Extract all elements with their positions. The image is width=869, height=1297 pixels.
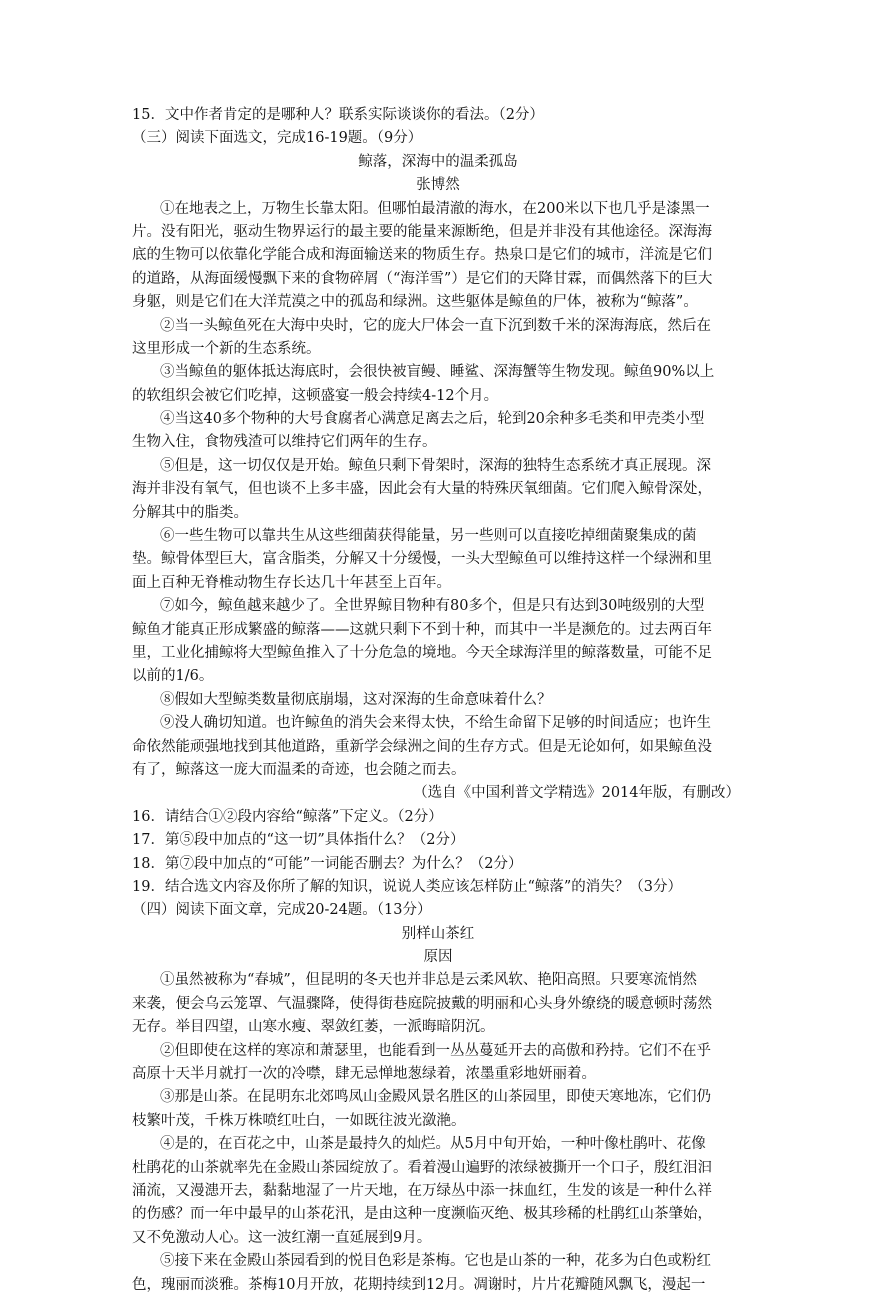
question-item: 17．第⑤段中加点的“这一切”具体指什么？（2分） — [132, 832, 465, 849]
document-page — [132, 104, 744, 1297]
paragraph-line: 生物入住，食物残渣可以维持它们两年的生存。 — [132, 434, 437, 451]
paragraph — [132, 1086, 744, 1133]
paragraph — [132, 198, 744, 315]
paragraph-line: ⑤接下来在金殿山茶园看到的悦目色彩是茶梅。它也是山茶的一种，花多为白色或粉红 — [160, 1253, 711, 1270]
paragraph-line: 面上百种无脊椎动物生存长达几十年甚至上百年。 — [132, 574, 451, 591]
paragraph-line: 无存。举目四望，山寒水瘦、翠敛红萎，一派晦暗阴沉。 — [132, 1019, 495, 1036]
paragraph-line: ⑧假如大型鲸类数量彻底崩塌，这对深海的生命意味着什么？ — [160, 691, 552, 708]
paragraph-line: 的道路，从海面缓慢飘下来的食物碎屑（“海洋雪”）是它们的天降甘霖，而偶然落下的巨大 — [132, 270, 713, 287]
section-3-heading: （三）阅读下面选文，完成16-19题。（9分） — [132, 130, 423, 147]
paragraph-line: ②当一头鲸鱼死在大海中央时，它的庞大尸体会一直下沉到数千米的深海海底，然后在 — [160, 317, 711, 334]
question-15: 15．文中作者肯定的是哪种人？联系实际谈谈你的看法。（2分） — [132, 107, 544, 123]
paragraph-line: ①虽然被称为“春城”，但昆明的冬天也并非总是云柔风软、艳阳高照。只要寒流悄然 — [160, 972, 697, 989]
paragraph-line: 有了，鲸落这一庞大而温柔的奇迹，也会随之而去。 — [132, 761, 466, 778]
paragraph — [132, 525, 744, 595]
paragraph-line: 高原十天半月就打一次的冷噤，肆无忌惮地葱绿着，浓墨重彩地妍丽着。 — [132, 1066, 596, 1083]
question-item: 19．结合选文内容及你所了解的知识，说说人类应该怎样防止“鲸落”的消失？（3分） — [132, 878, 682, 895]
paragraph — [132, 1250, 744, 1297]
paragraph-line: 海并非没有氧气，但也谈不上多丰盛，因此会有大量的特殊厌氧细菌。它们爬入鲸骨深处， — [132, 481, 712, 498]
paragraph-line: 片。没有阳光，驱动生物界运行的最主要的能量来源断绝，但是并非没有其他途径。深海海 — [132, 223, 712, 240]
question-item: 18．第⑦段中加点的“可能”一词能否删去？为什么？（2分） — [132, 855, 523, 872]
paragraph-line: 的软组织会被它们吃掉，这顿盛宴一般会持续4-12个月。 — [132, 387, 499, 404]
paragraph-line: ③当鲸鱼的躯体抵达海底时，会很快被盲鳗、睡鲨、深海蟹等生物发现。鲸鱼90%以上 — [160, 364, 715, 381]
paragraph-line: 命依然能顽强地找到其他道路，重新学会绿洲之间的生存方式。但是无论如何，如果鲸鱼没 — [132, 738, 712, 755]
article-2-body — [132, 969, 744, 1296]
paragraph-line: 枝繁叶茂，千株万株喷红吐白，一如既往波光潋滟。 — [132, 1112, 466, 1129]
paragraph-line: 以前的1/6。 — [132, 668, 214, 685]
paragraph-line: ⑦如今，鲸鱼越来越少了。全世界鲸目物种有80多个，但是只有达到30吨级别的大型 — [160, 598, 705, 615]
paragraph — [132, 689, 744, 712]
article-1-body — [132, 198, 744, 783]
paragraph-line: ①在地表之上，万物生长靠太阳。但哪怕最清澈的海水，在200米以下也几乎是漆黑一 — [160, 200, 710, 217]
paragraph-line: ⑨没人确切知道。也许鲸鱼的消失会来得太快，不给生命留下足够的时间适应；也许生 — [160, 715, 711, 732]
paragraph-line: ②但即使在这样的寒凉和萧瑟里，也能看到一丛丛蔓延开去的高傲和矜持。它们不在乎 — [160, 1042, 711, 1059]
paragraph-line: 来袭，便会乌云笼罩、气温骤降，使得街巷庭院披戴的明丽和心头身外缭绕的暖意顿时荡然 — [132, 995, 712, 1012]
paragraph — [132, 969, 744, 1039]
paragraph-line: 又不免激动人心。这一波红潮一直延展到9月。 — [132, 1229, 432, 1246]
paragraph-line: 垫。鲸骨体型巨大，富含脂类，分解又十分缓慢，一头大型鲸鱼可以维持这样一个绿洲和里 — [132, 551, 712, 568]
section-4-heading: （四）阅读下面文章，完成20-24题。（13分） — [132, 902, 432, 919]
article-1-title: 鲸落，深海中的温柔孤岛 — [358, 153, 518, 170]
paragraph-line: ③那是山茶。在昆明东北郊鸣凤山金殿风景名胜区的山茶园里，即使天寒地冻，它们仍 — [160, 1089, 711, 1106]
paragraph-line: 里，工业化捕鲸将大型鲸鱼推入了十分危急的境地。今天全球海洋里的鲸落数量，可能不足 — [132, 644, 712, 661]
paragraph-line: 这里形成一个新的生态系统。 — [132, 340, 321, 357]
article-2-title: 别样山茶红 — [401, 925, 475, 942]
paragraph-line: 涌流，又漫漶开去，黏黏地湿了一片天地，在万绿丛中添一抹血红，生发的该是一种什么祥 — [132, 1182, 712, 1199]
paragraph-line: 底的生物可以依靠化学能合成和海面输送来的物质生存。热泉口是它们的城市，洋流是它们 — [132, 247, 712, 264]
paragraph — [132, 361, 744, 408]
paragraph — [132, 455, 744, 525]
paragraph — [132, 408, 744, 455]
paragraph — [132, 1040, 744, 1087]
paragraph — [132, 712, 744, 782]
paragraph-line: 鲸鱼才能真正形成繁盛的鲸落——这就只剩下不到十种，而其中一半是濒危的。过去两百年 — [132, 621, 712, 638]
paragraph-line: ④当这40多个物种的大号食腐者心满意足离去之后，轮到20余种多毛类和甲壳类小型 — [160, 411, 705, 428]
question-item: 16．请结合①②段内容给“鲸落”下定义。（2分） — [132, 808, 443, 825]
questions-list — [132, 806, 744, 900]
paragraph — [132, 595, 744, 689]
paragraph-line: 的伤感？而一年中最早的山茶花汛，是由这种一度濒临灭绝、极其珍稀的杜鹃红山茶肇始， — [132, 1206, 712, 1223]
paragraph-line: ⑥一些生物可以靠共生从这些细菌获得能量，另一些则可以直接吃掉细菌聚集成的菌 — [160, 528, 697, 545]
article-2-author: 原因 — [423, 949, 453, 966]
paragraph — [132, 315, 744, 362]
paragraph-line: 身躯，则是它们在大洋荒漠之中的孤岛和绿洲。这些躯体是鲸鱼的尸体，被称为“鲸落”。 — [132, 294, 698, 311]
paragraph-line: 杜鹃花的山茶就率先在金殿山茶园绽放了。看着漫山遍野的浓绿被撕开一个口子，殷红泪汩 — [132, 1159, 712, 1176]
paragraph-line: ⑤但是，这一切仅仅是开始。鲸鱼只剩下骨架时，深海的独特生态系统才真正展现。深 — [160, 457, 711, 474]
paragraph-line: 色，瑰丽而淡雅。茶梅10月开放，花期持续到12月。凋谢时，片片花瓣随风飘飞，漫起一 — [132, 1276, 706, 1293]
article-1-source: （选自《中国利普文学精选》2014年版，有删改） — [413, 785, 740, 802]
article-1-author: 张博然 — [416, 177, 460, 194]
paragraph — [132, 1133, 744, 1250]
paragraph-line: ④是的，在百花之中，山茶是最持久的灿烂。从5月中旬开始，一种叶像杜鹃叶、花像 — [160, 1136, 706, 1153]
paragraph-line: 分解其中的脂类。 — [132, 504, 248, 521]
